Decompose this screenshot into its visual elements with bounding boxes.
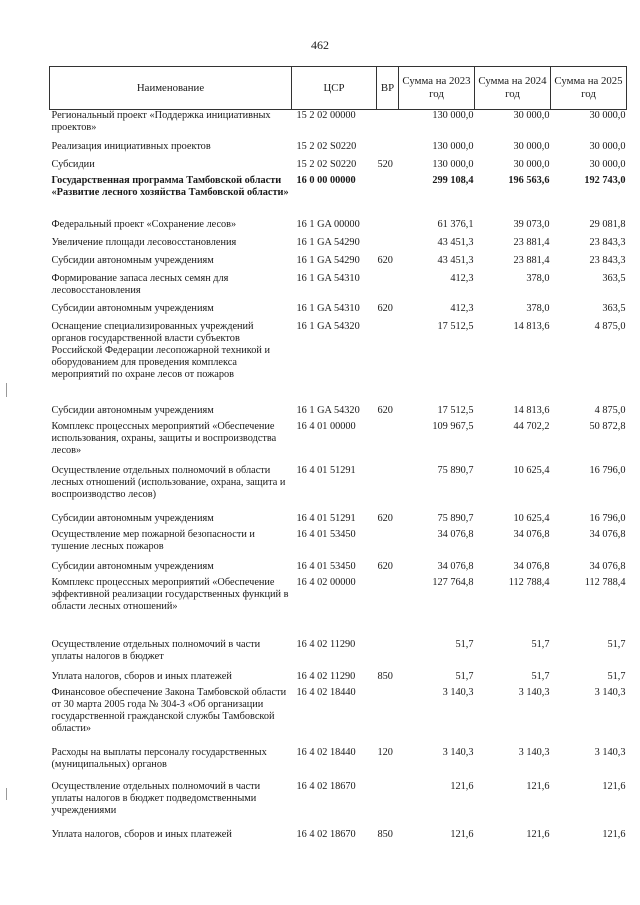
row-name: Субсидии автономным учреждениям (51, 404, 214, 416)
row-sum-2023: 299 108,4 (432, 174, 474, 186)
row-sum-2023: 121,6 (450, 780, 474, 792)
row-sum-2024: 14 813,6 (513, 320, 550, 332)
row-csr: 15 2 02 S0220 (296, 158, 357, 170)
row-sum-2024: 34 076,8 (513, 560, 550, 572)
table-row (50, 219, 627, 237)
row-sum-2024: 378,0 (526, 272, 550, 284)
budget-table (49, 66, 627, 845)
row-csr: 16 4 02 18440 (296, 746, 356, 758)
row-sum-2023: 121,6 (450, 828, 474, 840)
row-csr: 16 1 GA 54290 (296, 254, 360, 266)
row-sum-2023: 51,7 (455, 638, 474, 650)
row-csr: 16 4 02 18440 (296, 686, 356, 698)
row-vr (377, 465, 399, 513)
row-csr: 16 4 02 18670 (296, 780, 356, 792)
row-sum-2024: 196 563,6 (508, 174, 550, 186)
table-row (50, 273, 627, 303)
row-sum-2024: 23 881,4 (513, 254, 550, 266)
row-sum-2024: 378,0 (526, 302, 550, 314)
row-sum-2025: 30 000,0 (589, 140, 626, 152)
row-sum-2023: 3 140,3 (442, 746, 474, 758)
row-vr (377, 421, 399, 465)
row-sum-2023: 130 000,0 (432, 110, 474, 121)
row-vr: 520 (377, 158, 393, 170)
row-vr (377, 687, 399, 747)
row-sum-2023: 43 451,3 (437, 254, 474, 266)
scan-mark (6, 383, 7, 397)
row-sum-2025: 16 796,0 (589, 464, 626, 476)
row-sum-2023: 34 076,8 (437, 560, 474, 572)
row-vr (377, 321, 399, 405)
row-csr: 15 2 02 S0220 (296, 140, 357, 152)
row-csr: 16 1 GA 54310 (296, 302, 360, 314)
table-row (50, 671, 627, 687)
table-row (50, 577, 627, 639)
row-sum-2024: 3 140,3 (518, 686, 550, 698)
table-row (50, 421, 627, 465)
row-sum-2025: 3 140,3 (594, 686, 626, 698)
row-sum-2024: 44 702,2 (513, 420, 550, 432)
row-sum-2024: 34 076,8 (513, 528, 550, 540)
row-name: Осуществление отдельных полномочий в части уплаты налогов в бюджет подведомственными учреждениями (51, 780, 261, 816)
table-row (50, 237, 627, 255)
header-name: Наименование (50, 67, 292, 110)
row-sum-2025: 3 140,3 (594, 746, 626, 758)
row-csr: 16 1 GA 54320 (296, 320, 360, 332)
row-csr: 15 2 02 00000 (296, 110, 356, 121)
row-sum-2023: 75 890,7 (437, 464, 474, 476)
row-name: Федеральный проект «Сохранение лесов» (51, 218, 237, 230)
row-name: Реализация инициативных проектов (51, 140, 211, 152)
row-csr: 16 1 GA 54310 (296, 272, 360, 284)
row-sum-2023: 127 764,8 (432, 576, 474, 588)
row-vr: 850 (377, 828, 393, 840)
table-row (50, 639, 627, 671)
row-csr: 16 0 00 00000 (296, 174, 356, 186)
row-sum-2023: 3 140,3 (442, 686, 474, 698)
row-sum-2024: 23 881,4 (513, 236, 550, 248)
row-sum-2025: 112 788,4 (584, 576, 626, 588)
table-row (50, 561, 627, 577)
row-name: Осуществление отдельных полномочий в части уплаты налогов в бюджет (51, 638, 261, 662)
table-row (50, 529, 627, 561)
table-row (50, 141, 627, 159)
row-name: Субсидии автономным учреждениям (51, 512, 214, 524)
row-vr: 850 (377, 670, 393, 682)
row-vr (377, 175, 399, 219)
table-row (50, 175, 627, 219)
row-sum-2024: 10 625,4 (513, 464, 550, 476)
table-row (50, 829, 627, 845)
row-sum-2023: 61 376,1 (437, 218, 474, 230)
row-name: Комплекс процессных мероприятий «Обеспечение эффективной реализации государственных функций в области лесных отношений» (51, 576, 289, 612)
table-row (50, 110, 627, 141)
row-name: Региональный проект «Поддержка инициативных проектов» (51, 110, 271, 133)
row-name: Комплекс процессных мероприятий «Обеспечение использования, охраны, защиты и воспроизводства лесов» (51, 420, 277, 456)
row-vr: 620 (377, 560, 393, 572)
row-sum-2024: 3 140,3 (518, 746, 550, 758)
row-name: Осуществление мер пожарной безопасности и тушение лесных пожаров (51, 528, 255, 552)
row-csr: 16 4 02 11290 (296, 670, 356, 682)
row-csr: 16 4 02 18670 (296, 828, 356, 840)
row-name: Субсидии автономным учреждениям (51, 560, 214, 572)
row-sum-2023: 51,7 (455, 670, 474, 682)
row-name: Расходы на выплаты персоналу государственных (муниципальных) органов (51, 746, 267, 770)
row-sum-2024: 51,7 (531, 670, 550, 682)
row-sum-2025: 121,6 (602, 828, 626, 840)
table-row (50, 405, 627, 421)
row-sum-2025: 23 843,3 (589, 254, 626, 266)
row-name: Увеличение площади лесовосстановления (51, 236, 237, 248)
row-csr: 16 1 GA 00000 (296, 218, 360, 230)
row-csr: 16 1 GA 54320 (296, 404, 360, 416)
row-sum-2023: 130 000,0 (432, 158, 474, 170)
row-vr (377, 273, 399, 303)
row-sum-2024: 30 000,0 (513, 110, 550, 121)
row-csr: 16 4 01 53450 (296, 528, 356, 540)
row-vr (377, 219, 399, 237)
row-sum-2023: 17 512,5 (437, 320, 474, 332)
row-sum-2024: 14 813,6 (513, 404, 550, 416)
row-sum-2024: 51,7 (531, 638, 550, 650)
row-sum-2024: 112 788,4 (508, 576, 550, 588)
row-vr: 620 (377, 302, 393, 314)
row-sum-2025: 16 796,0 (589, 512, 626, 524)
row-name: Уплата налогов, сборов и иных платежей (51, 828, 232, 840)
row-sum-2024: 121,6 (526, 780, 550, 792)
header-sum-2025: Сумма на 2025 год (551, 67, 627, 110)
row-sum-2025: 30 000,0 (589, 158, 626, 170)
row-sum-2025: 121,6 (602, 780, 626, 792)
row-csr: 16 4 01 00000 (296, 420, 356, 432)
row-name: Субсидии автономным учреждениям (51, 302, 214, 314)
table-row (50, 159, 627, 175)
row-name: Уплата налогов, сборов и иных платежей (51, 670, 232, 682)
row-sum-2025: 34 076,8 (589, 560, 626, 572)
row-csr: 16 1 GA 54290 (296, 236, 360, 248)
row-sum-2025: 363,5 (602, 302, 626, 314)
row-sum-2023: 109 967,5 (432, 420, 474, 432)
row-sum-2025: 51,7 (607, 638, 626, 650)
row-vr (377, 577, 399, 639)
table-row (50, 255, 627, 273)
table-row (50, 465, 627, 513)
row-vr (377, 141, 399, 159)
row-name: Оснащение специализированных учреждений органов государственной власти субъектов Российской Федерации лесопожарной техникой и оборудованием для проведения комплекса мероприятий по охране лесов от пожаров (51, 320, 271, 380)
row-sum-2023: 75 890,7 (437, 512, 474, 524)
scan-mark (6, 788, 7, 800)
row-sum-2023: 34 076,8 (437, 528, 474, 540)
row-sum-2023: 412,3 (450, 272, 474, 284)
row-csr: 16 4 02 00000 (296, 576, 356, 588)
row-vr (377, 110, 399, 141)
header-csr: ЦСР (292, 67, 377, 110)
table-row (50, 321, 627, 405)
table-row (50, 513, 627, 529)
row-sum-2023: 412,3 (450, 302, 474, 314)
row-sum-2025: 4 875,0 (594, 320, 626, 332)
header-sum-2024: Сумма на 2024 год (475, 67, 551, 110)
row-vr (377, 529, 399, 561)
row-csr: 16 4 02 11290 (296, 638, 356, 650)
header-sum-2023: Сумма на 2023 год (399, 67, 475, 110)
row-sum-2023: 130 000,0 (432, 140, 474, 152)
row-sum-2025: 29 081,8 (589, 218, 626, 230)
table-header-row (50, 67, 627, 110)
row-vr: 620 (377, 404, 393, 416)
row-vr (377, 781, 399, 829)
row-csr: 16 4 01 51291 (296, 512, 356, 524)
row-sum-2025: 23 843,3 (589, 236, 626, 248)
table-row (50, 781, 627, 829)
row-vr: 620 (377, 512, 393, 524)
row-sum-2024: 30 000,0 (513, 158, 550, 170)
table-row (50, 747, 627, 781)
table-row (50, 687, 627, 747)
table-row (50, 303, 627, 321)
row-sum-2024: 39 073,0 (513, 218, 550, 230)
row-vr (377, 639, 399, 671)
row-sum-2025: 30 000,0 (589, 110, 626, 121)
row-name: Субсидии (51, 158, 95, 170)
row-vr (377, 237, 399, 255)
page-number: 462 (311, 38, 329, 52)
row-csr: 16 4 01 53450 (296, 560, 356, 572)
header-vr: ВР (377, 67, 399, 110)
row-name: Финансовое обеспечение Закона Тамбовской области от 30 марта 2005 года № 304-З «Об организации государственной гражданской службы Тамбовской области» (51, 686, 287, 734)
row-sum-2024: 10 625,4 (513, 512, 550, 524)
row-vr: 120 (377, 746, 393, 758)
row-sum-2025: 363,5 (602, 272, 626, 284)
row-sum-2025: 4 875,0 (594, 404, 626, 416)
row-name: Государственная программа Тамбовской области «Развитие лесного хозяйства Тамбовской области» (51, 174, 289, 198)
row-csr: 16 4 01 51291 (296, 464, 356, 476)
row-sum-2023: 43 451,3 (437, 236, 474, 248)
row-vr: 620 (377, 254, 393, 266)
row-sum-2024: 121,6 (526, 828, 550, 840)
row-sum-2023: 17 512,5 (437, 404, 474, 416)
row-sum-2025: 50 872,8 (589, 420, 626, 432)
row-sum-2025: 51,7 (607, 670, 626, 682)
table-body (50, 110, 627, 845)
row-name: Субсидии автономным учреждениям (51, 254, 214, 266)
row-sum-2024: 30 000,0 (513, 140, 550, 152)
row-sum-2025: 34 076,8 (589, 528, 626, 540)
row-sum-2025: 192 743,0 (584, 174, 626, 186)
row-name: Формирование запаса лесных семян для лесовосстановления (51, 272, 229, 296)
row-name: Осуществление отдельных полномочий в области лесных отношений (использование, охрана, защита и воспроизводство лесов) (51, 464, 286, 500)
